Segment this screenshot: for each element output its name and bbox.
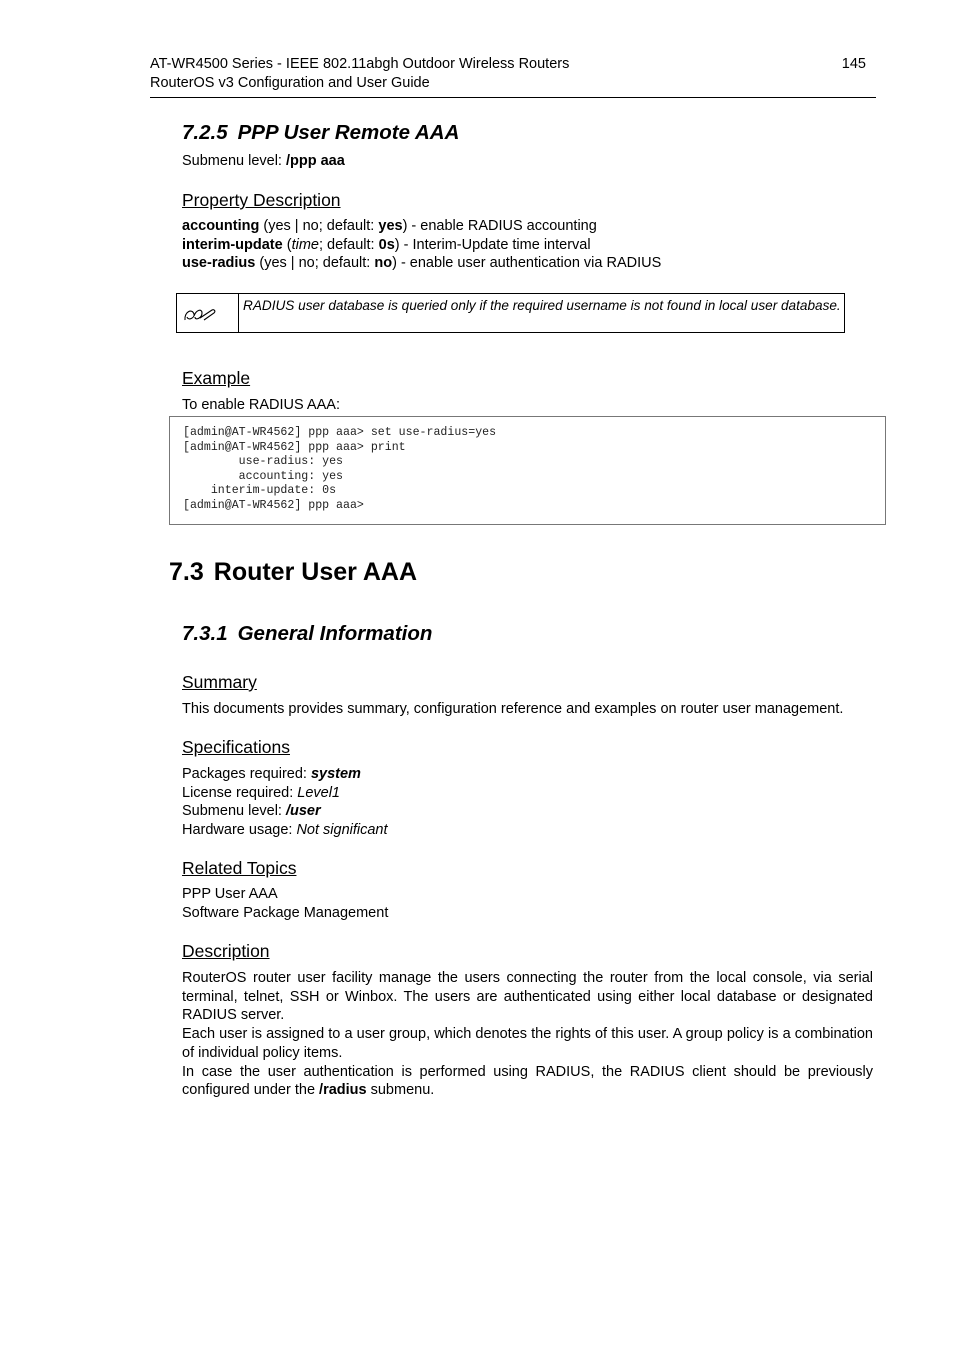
submenu-label: Submenu level: [182,153,286,169]
property-name: interim-update [182,236,283,253]
spec-value: Level1 [297,784,340,801]
page-number: 145 [841,56,866,72]
header-subtitle: RouterOS v3 Configuration and User Guide [150,75,430,91]
property-type: time [291,236,319,253]
property-paren: ( [282,236,292,253]
related-topic-item: Software Package Management [182,904,389,921]
description-command: /radius [319,1082,367,1099]
spec-packages [182,765,388,784]
property-desc: ) - Interim-Update time interval [394,236,591,253]
related-topic-item: PPP User AAA [182,886,278,902]
spec-value: /user [285,803,321,820]
note-box [176,293,845,333]
spec-hardware [182,821,388,840]
example-heading: Example [182,368,251,388]
property-accounting [182,217,661,236]
note-pen-icon [182,304,218,324]
property-default: no [374,255,393,272]
description-paragraph-2: Each user is assigned to a user group, which denotes the rights of this user. A group policy is a combination of individual policy items. [182,1026,873,1061]
summary-text: This documents provides summary, configuration reference and examples on router user management. [182,701,844,717]
spec-value: Not significant [296,822,388,839]
description-heading: Description [182,941,270,961]
property-type: (yes | no; default: [255,255,375,272]
spec-license [182,784,388,803]
section-number: 7.3 [169,558,204,586]
spec-label: Hardware usage: [182,822,297,839]
code-text: [admin@AT-WR4562] ppp aaa> set use-radius=yes [admin@AT-WR4562] ppp aaa> print use-radius: yes accounting: yes interim-update: 0s [admin@AT-WR4562] ppp aaa> [183,426,497,512]
summary-heading: Summary [182,672,257,692]
section-number: 7.3.1 [182,622,228,645]
property-list [182,217,661,273]
property-default: 0s [378,236,395,253]
description-paragraph-3 [182,1063,873,1100]
section-heading-7-3 [169,558,417,587]
section-number: 7.2.5 [182,121,228,144]
submenu-line [182,152,345,171]
property-desc: ) - enable user authentication via RADIUS [392,255,662,272]
section-title: General Information [237,622,433,645]
property-type: (yes | no; default: [259,218,379,234]
specifications-heading: Specifications [182,737,290,757]
section-heading-7-2-5 [182,121,459,145]
related-topics-heading: Related Topics [182,858,297,878]
page-header [150,55,876,93]
submenu-value: /ppp aaa [285,153,345,169]
property-description-heading: Property Description [182,190,341,210]
section-title: PPP User Remote AAA [237,121,460,144]
description-body [182,969,873,1100]
spec-value: system [310,766,361,782]
specifications-list [182,765,388,840]
section-title: Router User AAA [213,558,418,586]
header-rule [150,97,876,98]
section-heading-7-3-1 [182,622,432,646]
property-interim-update [182,236,661,255]
property-use-radius [182,254,661,273]
property-name: use-radius [182,255,256,272]
property-name: accounting [182,218,260,234]
spec-label: Packages required: [182,766,311,782]
spec-submenu [182,802,388,821]
property-default: yes [378,218,403,234]
spec-label: License required: [182,784,298,801]
description-paragraph-1: RouterOS router user facility manage the users connecting the router from the local console, via serial terminal, telnet, SSH or Winbox. The users are authenticated using either local database or designated RADIUS server. [182,970,873,1024]
code-block [169,416,886,525]
property-default-label: ; default: [318,236,379,253]
note-icon-cell [177,294,239,332]
property-desc: ) - enable RADIUS accounting [402,218,597,234]
header-title: AT-WR4500 Series - IEEE 802.11abgh Outdoor Wireless Routers [150,56,570,72]
example-intro: To enable RADIUS AAA: [182,397,340,413]
related-topics-list [182,885,388,922]
spec-label: Submenu level: [182,803,286,820]
note-text: RADIUS user database is queried only if the required username is not found in local user database. [243,298,841,313]
description-text: submenu. [366,1082,435,1099]
description-text: In case the user authentication is performed using RADIUS, the RADIUS client should be previously configured under the [182,1063,873,1099]
